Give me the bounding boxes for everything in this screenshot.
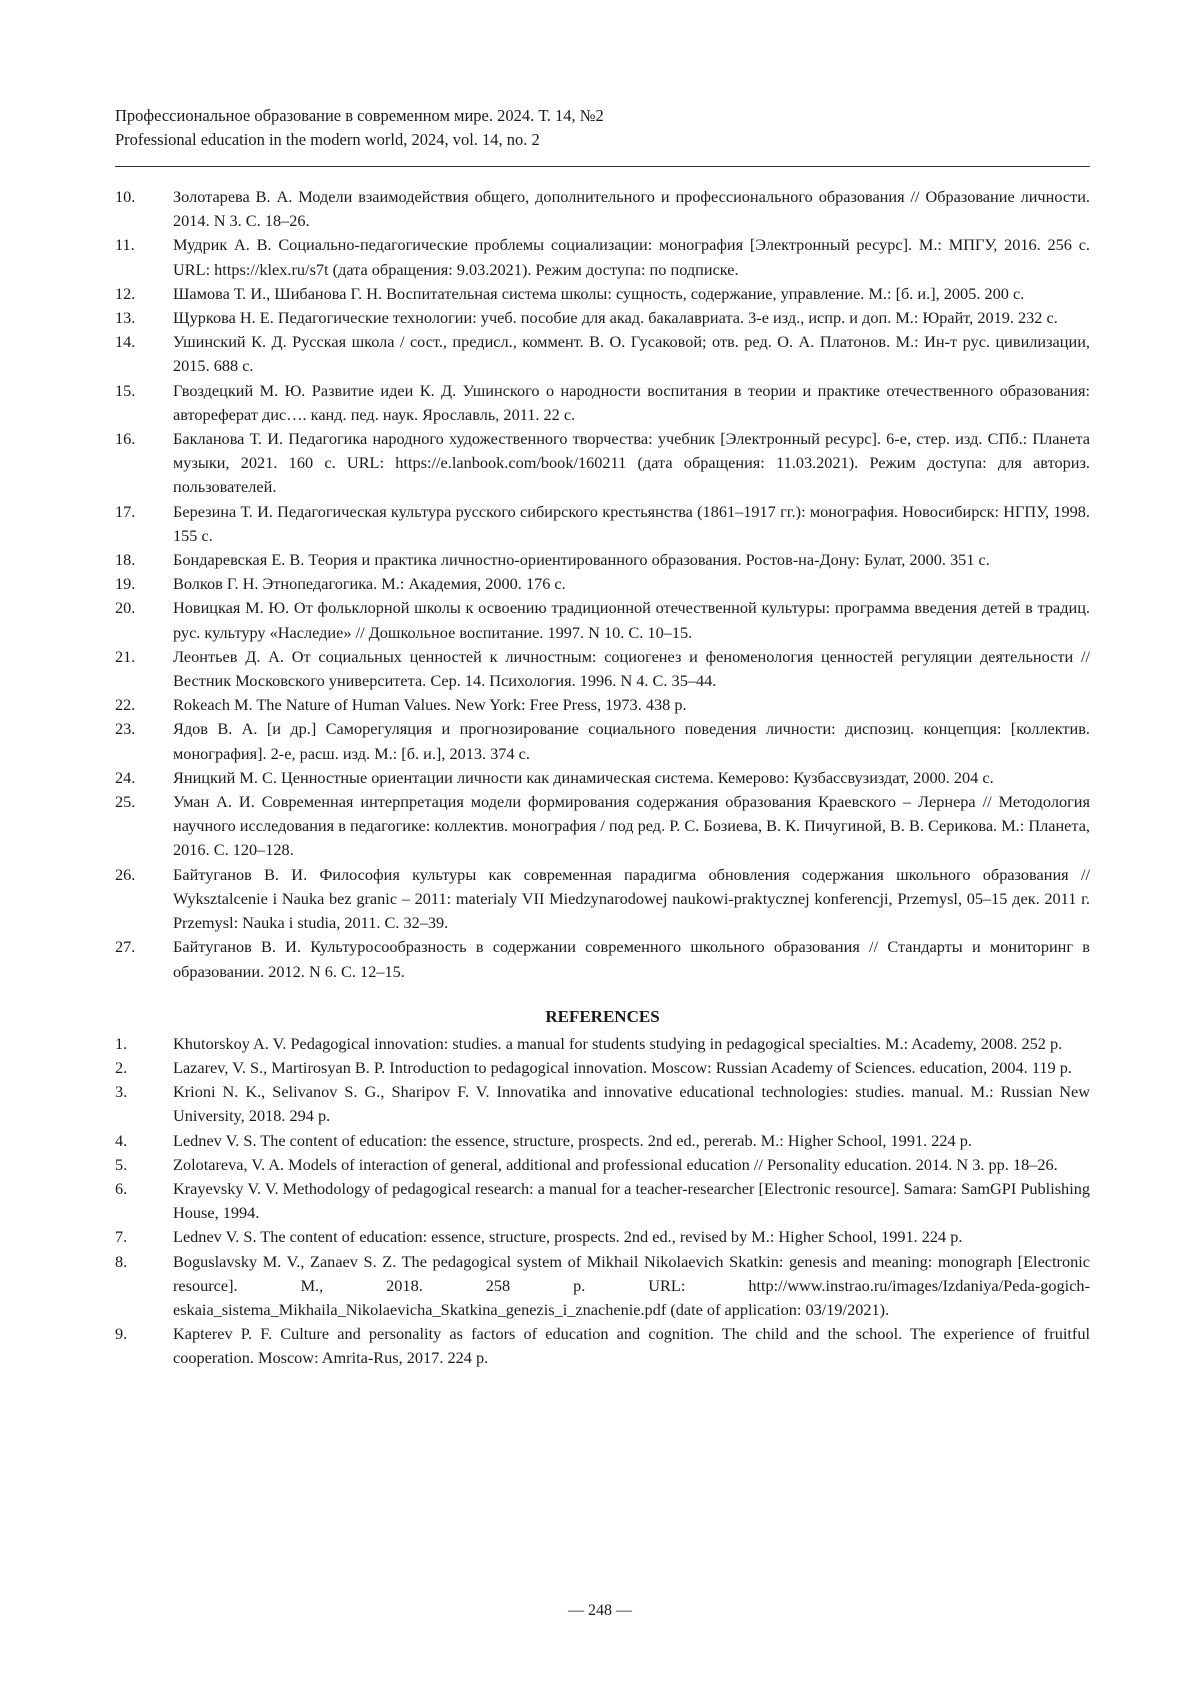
reference-item (115, 1153, 1090, 1177)
reference-item (115, 1322, 1090, 1370)
reference-text: Уман А. И. Современная интерпретация модели формирования содержания образования Краевского – Лер­нера // Методология научного исследования в педагогике: коллектив. монография / под ред. Р. С. Бозиева, В. К. Пичугиной, В. В. Серикова. М.: Планета, 2016. С. 120–128. (173, 790, 1090, 863)
reference-number: 9. (115, 1322, 173, 1370)
reference-number: 12. (115, 282, 173, 306)
reference-text: Krioni N. K., Selivanov S. G., Sharipov F. V. Innovatika and innovative educational technologies: studies. manual. M.: Russian New University, 2018. 294 p. (173, 1080, 1090, 1128)
reference-text: Zolotareva, V. A. Models of interaction of general, additional and professional education // Personality education. 2014. N 3. pp. 18–26. (173, 1153, 1090, 1177)
reference-item (115, 379, 1090, 427)
reference-text: Шамова Т. И., Шибанова Г. Н. Воспитательная система школы: сущность, содержание, управление. М.: [б. и.], 2005. 200 с. (173, 282, 1090, 306)
reference-item (115, 306, 1090, 330)
reference-text: Байтуганов В. И. Культуросообразность в содержании современного школьного образования // Стандарты и мониторинг в образовании. 2012. N 6. С. 12–15. (173, 935, 1090, 983)
reference-text: Новицкая М. Ю. От фольклорной школы к освоению традиционной отечественной культуры: программа введения детей в традиц. рус. культуру «Наследие» // Дошкольное воспитание. 1997. N 10. С. 10–15. (173, 596, 1090, 644)
reference-item (115, 790, 1090, 863)
reference-text: Ушинский К. Д. Русская школа / сост., предисл., коммент. В. О. Гусаковой; отв. ред. О. А. Платонов. М.: Ин-т рус. цивилизации, 2015. 688 с. (173, 330, 1090, 378)
reference-number: 15. (115, 379, 173, 427)
reference-text: Золотарева В. А. Модели взаимодействия общего, дополнительного и профессионального образования // Образование личности. 2014. N 3. С. 18–26. (173, 185, 1090, 233)
reference-text: Rokeach M. The Nature of Human Values. New York: Free Press, 1973. 438 p. (173, 693, 1090, 717)
reference-number: 25. (115, 790, 173, 863)
reference-text: Бакланова Т. И. Педагогика народного художественного творчества: учебник [Электронный ресурс]. 6-е, стер. изд. СПб.: Планета музыки, 2021. 160 с. URL: https://e.lanbook.com/book/160211 (дата обращения: 11.03.2021). Режим доступа: для авториз. пользователей. (173, 427, 1090, 500)
reference-text: Krayevsky V. V. Methodology of pedagogical research: a manual for a teacher-researcher [Electronic resource]. Samara: SamGPI Publishing House, 1994. (173, 1177, 1090, 1225)
reference-number: 19. (115, 572, 173, 596)
reference-item (115, 1225, 1090, 1249)
reference-item (115, 766, 1090, 790)
journal-title-ru: Профессиональное образование в современном мире. 2024. Т. 14, №2 (115, 104, 1090, 128)
reference-text: Леонтьев Д. А. От социальных ценностей к личностным: социогенез и феноменология ценностей регуля­ции деятельности // Вестник Московского университета. Сер. 14. Психология. 1996. N 4. С. 35–44. (173, 645, 1090, 693)
reference-number: 2. (115, 1056, 173, 1080)
reference-item (115, 572, 1090, 596)
reference-item (115, 1129, 1090, 1153)
reference-item (115, 645, 1090, 693)
reference-number: 11. (115, 233, 173, 281)
reference-item (115, 330, 1090, 378)
reference-number: 22. (115, 693, 173, 717)
reference-item (115, 1056, 1090, 1080)
reference-item (115, 1032, 1090, 1056)
reference-item (115, 596, 1090, 644)
reference-item (115, 693, 1090, 717)
reference-text: Мудрик А. В. Социально-педагогические проблемы социализации: монография [Электронный ресурс]. М.: МПГУ, 2016. 256 с. URL: https://klex.ru/s7t (дата обращения: 9.03.2021). Режим доступа: по подписке. (173, 233, 1090, 281)
reference-number: 27. (115, 935, 173, 983)
reference-number: 3. (115, 1080, 173, 1128)
reference-number: 1. (115, 1032, 173, 1056)
references-heading: REFERENCES (115, 1005, 1090, 1029)
reference-text: Lazarev, V. S., Martirosyan B. P. Introduction to pedagogical innovation. Moscow: Russian Academy of Sciences. education, 2004. 119 p. (173, 1056, 1090, 1080)
reference-list-ru (115, 185, 1090, 984)
reference-item (115, 1250, 1090, 1323)
reference-number: 6. (115, 1177, 173, 1225)
reference-number: 26. (115, 863, 173, 936)
reference-number: 5. (115, 1153, 173, 1177)
reference-item (115, 863, 1090, 936)
reference-text: Бондаревская Е. В. Теория и практика личностно-ориентированного образования. Ростов-на-Дону: Булат, 2000. 351 с. (173, 548, 1090, 572)
reference-item (115, 717, 1090, 765)
reference-number: 14. (115, 330, 173, 378)
reference-number: 8. (115, 1250, 173, 1323)
reference-text: Волков Г. Н. Этнопедагогика. М.: Академия, 2000. 176 с. (173, 572, 1090, 596)
running-header (115, 104, 1090, 167)
reference-item (115, 282, 1090, 306)
page-number: — 248 — (0, 1601, 1200, 1621)
reference-number: 13. (115, 306, 173, 330)
reference-text: Lednev V. S. The content of education: the essence, structure, prospects. 2nd ed., pererab. M.: Higher School, 1991. 224 p. (173, 1129, 1090, 1153)
reference-item (115, 1177, 1090, 1225)
page-content (115, 104, 1090, 1371)
reference-item (115, 427, 1090, 500)
reference-list-en (115, 1032, 1090, 1371)
reference-number: 20. (115, 596, 173, 644)
reference-item (115, 548, 1090, 572)
reference-text: Гвоздецкий М. Ю. Развитие идеи К. Д. Ушинского о народности воспитания в теории и практике отече­ственного образования: автореферат дис…. канд. пед. наук. Ярославль, 2011. 22 с. (173, 379, 1090, 427)
reference-number: 10. (115, 185, 173, 233)
reference-number: 4. (115, 1129, 173, 1153)
reference-text: Яницкий М. С. Ценностные ориентации личности как динамическая система. Кемерово: Кузбассвузиздат, 2000. 204 с. (173, 766, 1090, 790)
reference-text: Kapterev P. F. Culture and personality as factors of education and cognition. The child and the school. The experi­ence of fruitful cooperation. Moscow: Amrita-Rus, 2017. 224 p. (173, 1322, 1090, 1370)
reference-number: 18. (115, 548, 173, 572)
reference-number: 23. (115, 717, 173, 765)
reference-text: Щуркова Н. Е. Педагогические технологии: учеб. пособие для акад. бакалавриата. 3-е изд., испр. и доп. М.: Юрайт, 2019. 232 с. (173, 306, 1090, 330)
reference-text: Khutorskoy A. V. Pedagogical innovation: studies. a manual for students studying in pedagogical specialties. M.: Academy, 2008. 252 p. (173, 1032, 1090, 1056)
reference-number: 16. (115, 427, 173, 500)
reference-item (115, 500, 1090, 548)
reference-text: Ядов В. А. [и др.] Саморегуляция и прогнозирование социального поведения личности: диспозиц. концеп­ция: [коллектив. монография]. 2-е, расш. изд. М.: [б. и.], 2013. 374 с. (173, 717, 1090, 765)
journal-title-en: Professional education in the modern world, 2024, vol. 14, no. 2 (115, 128, 1090, 152)
reference-text: Boguslavsky M. V., Zanaev S. Z. The pedagogical system of Mikhail Nikolaevich Skatkin: genesis and meaning: monograph [Electronic resource]. M., 2018. 258 p. URL: http://www.instrao.ru/images/Izdaniya/Peda-gogich­eskaia_sistema_Mikhaila_Nikolaevicha_Skatkina_genezis_i_znachenie.pdf (date of application: 03/19/2021). (173, 1250, 1090, 1323)
reference-item (115, 935, 1090, 983)
reference-item (115, 185, 1090, 233)
reference-text: Байтуганов В. И. Философия культуры как современная парадигма обновления содержания школьного об­разования // Wyksztalcenie i Nauka bez granic – 2011: materialy VII Miedzynarodowej naukowi-praktycznej konferencji, Przemysl, 05–15 дек. 2011 г. Przemysl: Nauka i studia, 2011. С. 32–39. (173, 863, 1090, 936)
reference-item (115, 1080, 1090, 1128)
reference-text: Lednev V. S. The content of education: essence, structure, prospects. 2nd ed., revised by M.: Higher School, 1991. 224 p. (173, 1225, 1090, 1249)
reference-item (115, 233, 1090, 281)
reference-number: 21. (115, 645, 173, 693)
reference-number: 24. (115, 766, 173, 790)
reference-number: 7. (115, 1225, 173, 1249)
reference-number: 17. (115, 500, 173, 548)
reference-text: Березина Т. И. Педагогическая культура русского сибирского крестьянства (1861–1917 гг.): монография. Новосибирск: НГПУ, 1998. 155 с. (173, 500, 1090, 548)
